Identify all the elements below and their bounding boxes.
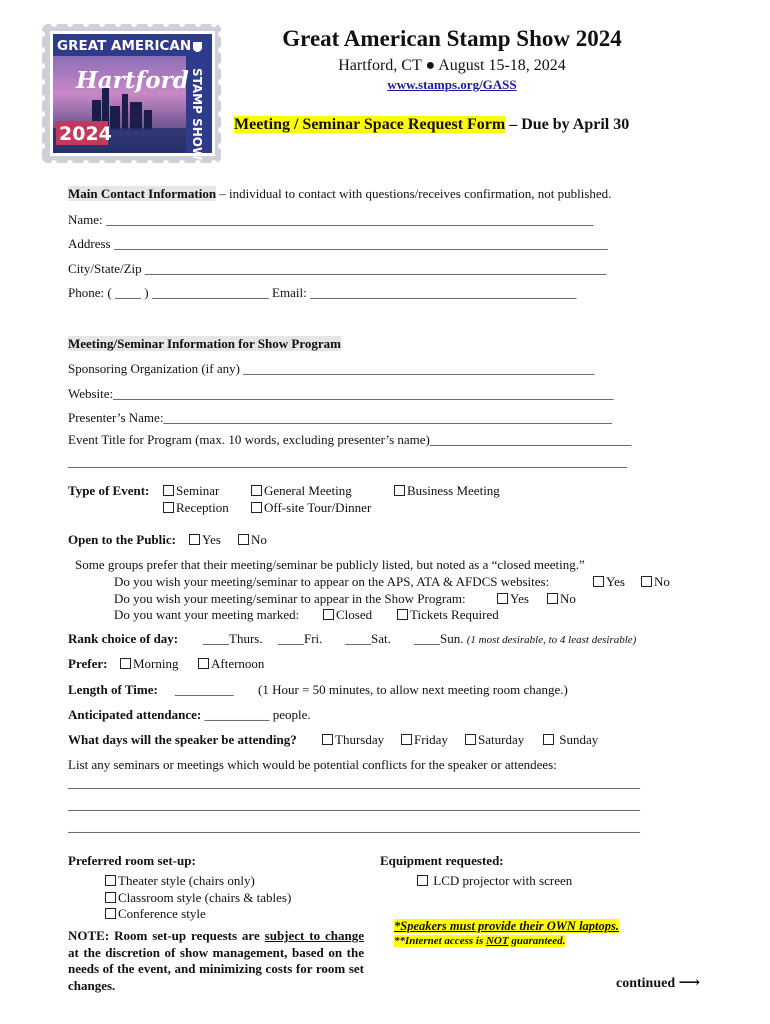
seminar-checkbox[interactable]: Seminar bbox=[163, 483, 219, 499]
checkbox-icon bbox=[397, 609, 408, 620]
checkbox-icon bbox=[322, 734, 333, 745]
contact-heading: Main Contact Information – individual to contact with questions/receives confirmation, not published. bbox=[68, 186, 612, 201]
offsite-tour-checkbox[interactable]: Off-site Tour/Dinner bbox=[251, 500, 371, 516]
checkbox-icon bbox=[641, 576, 652, 587]
laptop-notice: *Speakers must provide their OWN laptops. **Internet access is NOT guaranteed. bbox=[394, 919, 620, 947]
svg-text:2024: 2024 bbox=[59, 123, 112, 145]
websites-question: Do you wish your meeting/seminar to appear on the APS, ATA & AFDCS websites: bbox=[114, 574, 550, 589]
form-title: Meeting / Seminar Space Request Form – Due by April 30 bbox=[234, 116, 630, 133]
checkbox-icon bbox=[251, 485, 262, 496]
length-field[interactable]: _________ bbox=[175, 682, 234, 697]
checkbox-icon bbox=[465, 734, 476, 745]
checkbox-icon bbox=[547, 593, 558, 604]
name-field[interactable]: Name: ___________________________________________________________________________ bbox=[68, 212, 594, 227]
length-label: Length of Time: bbox=[68, 682, 158, 697]
afternoon-checkbox[interactable]: Afternoon bbox=[198, 656, 264, 672]
checkbox-icon bbox=[251, 502, 262, 513]
website-field[interactable]: Website:_____________________________________________________________________________ bbox=[68, 386, 614, 401]
closed-checkbox[interactable]: Closed bbox=[323, 607, 372, 623]
phone-email-field[interactable]: Phone: ( ____ ) __________________ Email: _________________________________________ bbox=[68, 285, 577, 300]
checkbox-icon bbox=[323, 609, 334, 620]
svg-text:Hartford: Hartford bbox=[76, 67, 189, 94]
checkbox-icon bbox=[189, 534, 200, 545]
checkbox-icon bbox=[105, 908, 116, 919]
event-title-line2[interactable]: ______________________________________________________________________________________ bbox=[68, 454, 627, 469]
city-state-zip-field[interactable]: City/State/Zip _______________________________________________________________________ bbox=[68, 261, 607, 276]
public-yes-checkbox[interactable]: Yes bbox=[189, 532, 221, 548]
checkbox-icon bbox=[198, 658, 209, 669]
conference-checkbox[interactable]: Conference style bbox=[105, 906, 206, 922]
reception-checkbox[interactable]: Reception bbox=[163, 500, 229, 516]
open-public-label: Open to the Public: bbox=[68, 532, 176, 547]
checkbox-icon bbox=[105, 875, 116, 886]
event-title-field[interactable]: Event Title for Program (max. 10 words, excluding presenter’s name)_______________________________ bbox=[68, 432, 632, 447]
address-field[interactable]: Address ____________________________________________________________________________ bbox=[68, 236, 608, 251]
type-of-event-label: Type of Event: bbox=[68, 483, 150, 498]
marked-question: Do you want your meeting marked: bbox=[114, 607, 300, 622]
attendance-field[interactable]: Anticipated attendance: __________ people. bbox=[68, 707, 311, 722]
business-meeting-checkbox[interactable]: Business Meeting bbox=[394, 483, 500, 499]
speaker-days-label: What days will the speaker be attending? bbox=[68, 732, 297, 747]
tickets-checkbox[interactable]: Tickets Required bbox=[397, 607, 499, 623]
theater-checkbox[interactable]: Theater style (chairs only) bbox=[105, 873, 255, 889]
meeting-info-heading: Meeting/Seminar Information for Show Program bbox=[68, 336, 341, 351]
sponsor-field[interactable]: Sponsoring Organization (if any) ______________________________________________________ bbox=[68, 361, 595, 376]
checkbox-icon bbox=[120, 658, 131, 669]
continued-label: continued ⟶ bbox=[616, 975, 701, 991]
websites-yes-checkbox[interactable]: Yes bbox=[593, 574, 625, 590]
speaker-saturday-checkbox[interactable]: Saturday bbox=[465, 732, 524, 748]
room-setup-note: NOTE: Room set-up requests are subject to change at the discretion of show management, based on the needs of the event, and minimizing costs for room set changes. bbox=[68, 928, 365, 993]
checkbox-icon bbox=[417, 875, 428, 886]
speaker-thursday-checkbox[interactable]: Thursday bbox=[322, 732, 384, 748]
rank-sunday-field[interactable]: ____Sun. (1 most desirable, to 4 least desirable) bbox=[414, 631, 637, 646]
checkbox-icon bbox=[543, 734, 554, 745]
lcd-projector-checkbox[interactable]: LCD projector with screen bbox=[417, 873, 572, 889]
rank-saturday-field[interactable]: ____Sat. bbox=[345, 631, 391, 646]
speaker-friday-checkbox[interactable]: Friday bbox=[401, 732, 448, 748]
arrow-right-icon: ⟶ bbox=[678, 975, 701, 991]
checkbox-icon bbox=[163, 502, 174, 513]
general-meeting-checkbox[interactable]: General Meeting bbox=[251, 483, 352, 499]
program-no-checkbox[interactable]: No bbox=[547, 591, 576, 607]
checkbox-icon bbox=[593, 576, 604, 587]
morning-checkbox[interactable]: Morning bbox=[120, 656, 179, 672]
rank-label: Rank choice of day: bbox=[68, 631, 179, 646]
prefer-label: Prefer: bbox=[68, 656, 108, 671]
checkbox-icon bbox=[163, 485, 174, 496]
checkbox-icon bbox=[401, 734, 412, 745]
program-yes-checkbox[interactable]: Yes bbox=[497, 591, 529, 607]
checkbox-icon bbox=[105, 892, 116, 903]
classroom-checkbox[interactable]: Classroom style (chairs & tables) bbox=[105, 890, 291, 906]
svg-text:GREAT AMERICAN: GREAT AMERICAN bbox=[57, 38, 192, 54]
websites-no-checkbox[interactable]: No bbox=[641, 574, 670, 590]
public-no-checkbox[interactable]: No bbox=[238, 532, 267, 548]
checkbox-icon bbox=[238, 534, 249, 545]
length-note: (1 Hour = 50 minutes, to allow next meeting room change.) bbox=[258, 682, 568, 697]
rank-thursday-field[interactable]: ____Thurs. bbox=[203, 631, 263, 646]
equipment-label: Equipment requested: bbox=[380, 853, 504, 868]
svg-text:STAMP SHOW: STAMP SHOW bbox=[190, 68, 204, 161]
rank-friday-field[interactable]: ____Fri. bbox=[278, 631, 323, 646]
program-question: Do you wish your meeting/seminar to appear in the Show Program: bbox=[114, 591, 466, 606]
show-logo bbox=[40, 22, 223, 165]
conflicts-line-1[interactable]: ________________________________________________________________________________________ bbox=[68, 775, 640, 790]
show-location-dates: Hartford, CT ● August 15-18, 2024 bbox=[338, 57, 566, 74]
checkbox-icon bbox=[394, 485, 405, 496]
conflicts-label: List any seminars or meetings which would be potential conflicts for the speaker or attendees: bbox=[68, 757, 557, 772]
conflicts-line-2[interactable]: ________________________________________________________________________________________ bbox=[68, 797, 640, 812]
presenter-field[interactable]: Presenter’s Name:_____________________________________________________________________ bbox=[68, 410, 612, 425]
conflicts-line-3[interactable]: ________________________________________________________________________________________ bbox=[68, 819, 640, 834]
checkbox-icon bbox=[497, 593, 508, 604]
page-title: Great American Stamp Show 2024 bbox=[282, 26, 622, 51]
room-setup-label: Preferred room set-up: bbox=[68, 853, 196, 868]
closed-meeting-intro: Some groups prefer that their meeting/seminar be publicly listed, but noted as a “closed meeting.” bbox=[75, 557, 585, 572]
speaker-sunday-checkbox[interactable]: Sunday bbox=[543, 732, 598, 748]
show-website-link[interactable]: www.stamps.org/GASS bbox=[387, 77, 517, 92]
